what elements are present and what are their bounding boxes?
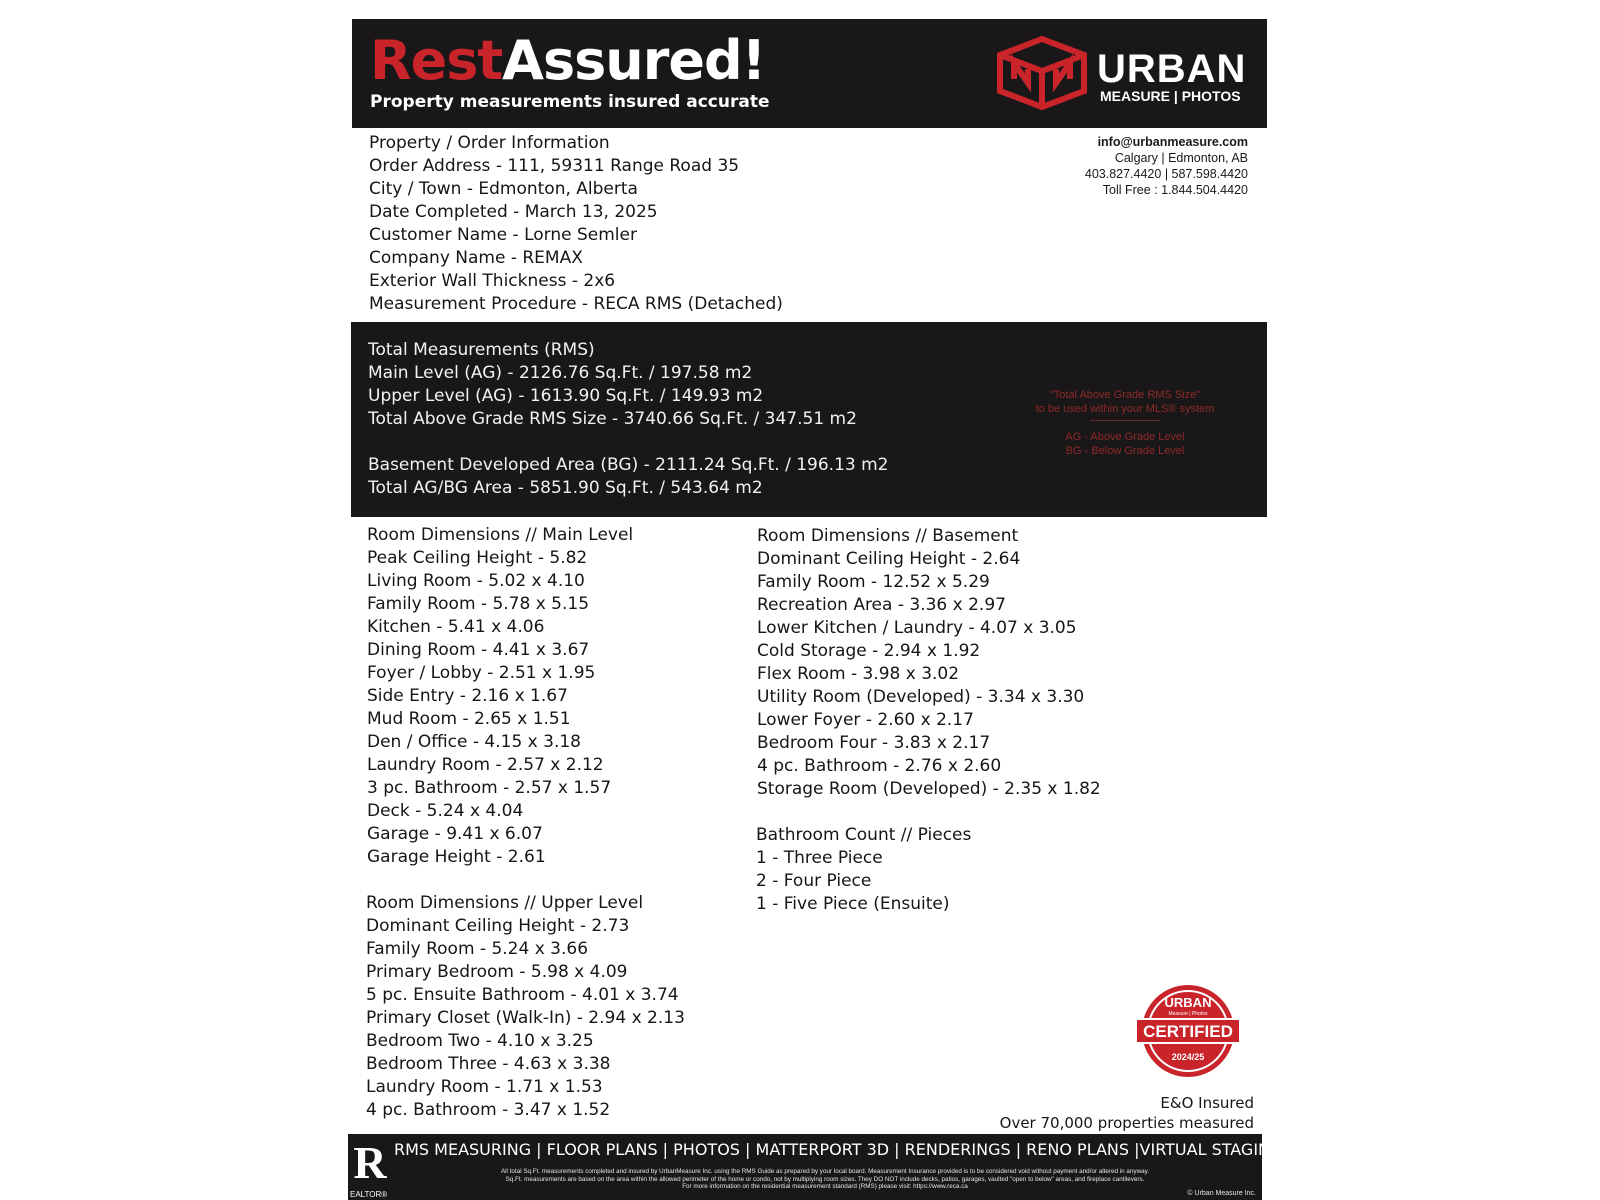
- bathroom-count-item: 1 - Five Piece (Ensuite): [756, 894, 950, 914]
- main-level-item: Foyer / Lobby - 2.51 x 1.95: [367, 663, 596, 683]
- footer-disclaimer-line-2: Sq.Ft. measurements are based on the area within the allowed perimeter of the home or condo, not by multiplying room sizes. They DO NOT include decks, patios, garages, vaulted "open to below" areas, and fireplace cantilevers.: [505, 1175, 1145, 1183]
- insured-line-1: E&O Insured: [1160, 1094, 1254, 1112]
- footer-services: RMS MEASURING | FLOOR PLANS | PHOTOS | MATTERPORT 3D | RENDERINGS | RENO PLANS |VIRTUAL STAGING: [394, 1140, 1283, 1159]
- realtor-word: EALTOR®: [350, 1190, 388, 1199]
- footer-band: [348, 1134, 1283, 1200]
- totals-note-line-2: to be used within your MLS® system: [1035, 403, 1215, 415]
- basement-item: Lower Foyer - 2.60 x 2.17: [757, 710, 974, 730]
- upper-level-item: Primary Bedroom - 5.98 x 4.09: [366, 962, 628, 982]
- main-level-item: Kitchen - 5.41 x 4.06: [367, 617, 545, 637]
- contact-email: info@urbanmeasure.com: [1097, 135, 1248, 149]
- brand-tagline: Property measurements insured accurate: [370, 92, 770, 112]
- main-level-item: Living Room - 5.02 x 4.10: [367, 571, 585, 591]
- basement-heading: Room Dimensions // Basement: [757, 526, 1019, 546]
- order-city: City / Town - Edmonton, Alberta: [369, 179, 638, 199]
- brand-title-assured: Assured!: [502, 29, 766, 92]
- header-banner: [352, 19, 1267, 128]
- bathroom-count-item: 1 - Three Piece: [756, 848, 883, 868]
- totals-main-level: Main Level (AG) - 2126.76 Sq.Ft. / 197.58 m2: [368, 363, 753, 383]
- upper-level-item: Family Room - 5.24 x 3.66: [366, 939, 589, 959]
- brand-title: [370, 31, 765, 91]
- totals-note-line-3: AG - Above Grade Level: [1065, 431, 1185, 443]
- main-level-item: Garage Height - 2.61: [367, 847, 546, 867]
- order-company: Company Name - REMAX: [369, 248, 583, 268]
- totals-basement: Basement Developed Area (BG) - 2111.24 Sq.Ft. / 196.13 m2: [368, 455, 889, 475]
- upper-level-item: Bedroom Three - 4.63 x 3.38: [366, 1054, 611, 1074]
- totals-all-area: Total AG/BG Area - 5851.90 Sq.Ft. / 543.64 m2: [368, 478, 763, 498]
- basement-item: Storage Room (Developed) - 2.35 x 1.82: [757, 779, 1101, 799]
- basement-item: Cold Storage - 2.94 x 1.92: [757, 641, 981, 661]
- footer-disclaimer-line-1: All total Sq.Ft. measurements completed and insured by UrbanMeasure Inc. using the RMS Guide as prepared by your local board. Measurement Insurance provided is to be considered void without payment and/or altered in anyway.: [500, 1168, 1150, 1175]
- main-level-item: Family Room - 5.78 x 5.15: [367, 594, 590, 614]
- upper-level-item: 4 pc. Bathroom - 3.47 x 1.52: [366, 1100, 611, 1120]
- basement-item: Bedroom Four - 3.83 x 2.17: [757, 733, 991, 753]
- order-customer: Customer Name - Lorne Semler: [369, 225, 637, 245]
- basement-item: Recreation Area - 3.36 x 2.97: [757, 595, 1006, 615]
- basement-item: Utility Room (Developed) - 3.34 x 3.30: [757, 687, 1085, 707]
- upper-level-item: Laundry Room - 1.71 x 1.53: [366, 1077, 603, 1097]
- upper-level-item: 5 pc. Ensuite Bathroom - 4.01 x 3.74: [366, 985, 679, 1005]
- main-level-item: Dining Room - 4.41 x 3.67: [367, 640, 590, 660]
- totals-note-line-1: "Total Above Grade RMS Size": [1049, 389, 1201, 401]
- contact-block: [1085, 134, 1248, 198]
- insured-line-2: Over 70,000 properties measured: [999, 1114, 1254, 1132]
- badge-top-text: URBAN: [1164, 995, 1212, 1010]
- totals-heading: Total Measurements (RMS): [368, 340, 595, 360]
- bathroom-count-heading: Bathroom Count // Pieces: [756, 825, 972, 845]
- urban-cube-logo-icon: [992, 35, 1092, 111]
- main-level-item: 3 pc. Bathroom - 2.57 x 1.57: [367, 778, 612, 798]
- main-level-item: Side Entry - 2.16 x 1.67: [367, 686, 568, 706]
- footer-disclaimer-line-3: For more information on the residential measurement standard (RMS) please visit: https://www.reca.ca: [682, 1183, 968, 1190]
- main-level-item: Den / Office - 4.15 x 3.18: [367, 732, 581, 752]
- totals-above-grade: Total Above Grade RMS Size - 3740.66 Sq.Ft. / 347.51 m2: [368, 409, 857, 429]
- contact-toll-free: Toll Free : 1.844.504.4420: [1102, 183, 1248, 197]
- upper-level-heading: Room Dimensions // Upper Level: [366, 893, 644, 913]
- totals-note-line-4: BG - Below Grade Level: [1065, 445, 1185, 457]
- urban-logo-subtitle: MEASURE | PHOTOS: [1100, 88, 1241, 104]
- order-heading: Property / Order Information: [369, 133, 610, 153]
- badge-sub-text: Measure | Photos: [1168, 1011, 1208, 1017]
- footer-copyright: © Urban Measure Inc.: [1187, 1190, 1256, 1197]
- footer-disclaimer: [394, 1168, 1256, 1191]
- main-level-heading: Room Dimensions // Main Level: [367, 525, 634, 545]
- order-procedure: Measurement Procedure - RECA RMS (Detached): [369, 294, 783, 314]
- realtor-logo: [348, 1134, 392, 1200]
- certified-badge-icon: [1134, 981, 1242, 1081]
- totals-note-divider: [1090, 420, 1160, 421]
- order-wall-thickness: Exterior Wall Thickness - 2x6: [369, 271, 616, 291]
- realtor-r-icon: [348, 1134, 392, 1190]
- contact-cities: Calgary | Edmonton, AB: [1114, 151, 1248, 165]
- basement-item: Lower Kitchen / Laundry - 4.07 x 3.05: [757, 618, 1077, 638]
- urban-logo-name: URBAN: [1097, 47, 1247, 91]
- contact-phones: 403.827.4420 | 587.598.4420: [1084, 167, 1248, 181]
- realtor-mark: R: [353, 1137, 387, 1188]
- order-address: Order Address - 111, 59311 Range Road 35: [369, 156, 740, 176]
- basement-item: Flex Room - 3.98 x 3.02: [757, 664, 960, 684]
- main-level-item: Garage - 9.41 x 6.07: [367, 824, 543, 844]
- upper-level-item: Bedroom Two - 4.10 x 3.25: [366, 1031, 594, 1051]
- main-level-item: Mud Room - 2.65 x 1.51: [367, 709, 571, 729]
- basement-item: 4 pc. Bathroom - 2.76 x 2.60: [757, 756, 1002, 776]
- main-level-item: Laundry Room - 2.57 x 2.12: [367, 755, 604, 775]
- brand-title-rest: Rest: [370, 29, 503, 92]
- totals-upper-level: Upper Level (AG) - 1613.90 Sq.Ft. / 149.93 m2: [368, 386, 764, 406]
- badge-year-text: 2024/25: [1171, 1052, 1205, 1062]
- upper-level-item: Dominant Ceiling Height - 2.73: [366, 916, 630, 936]
- basement-item: Dominant Ceiling Height - 2.64: [757, 549, 1021, 569]
- basement-item: Family Room - 12.52 x 5.29: [757, 572, 990, 592]
- main-level-item: Deck - 5.24 x 4.04: [367, 801, 524, 821]
- order-date: Date Completed - March 13, 2025: [369, 202, 658, 222]
- upper-level-item: Primary Closet (Walk-In) - 2.94 x 2.13: [366, 1008, 685, 1028]
- bathroom-count-item: 2 - Four Piece: [756, 871, 872, 891]
- main-level-item: Peak Ceiling Height - 5.82: [367, 548, 588, 568]
- badge-main-text: CERTIFIED: [1143, 1022, 1233, 1041]
